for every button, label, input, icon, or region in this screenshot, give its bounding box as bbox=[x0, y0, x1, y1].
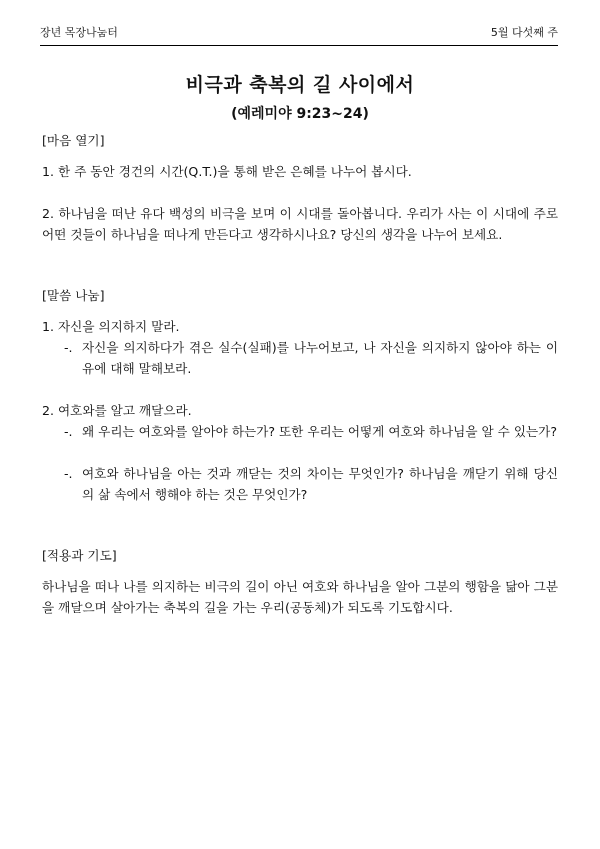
section-heading-open: [마음 열기] bbox=[42, 133, 105, 148]
scripture-reference: (예레미야 9:23~24) bbox=[231, 106, 369, 122]
page-header bbox=[40, 24, 558, 46]
header-right-label: 5월 다섯째 주 bbox=[490, 26, 558, 39]
word-question-2-sub-2 bbox=[42, 463, 558, 505]
open-question-2: 2. 하나님을 떠난 유다 백성의 비극을 보며 이 시대를 돌아봅니다. 우리가 사는 이 시대에 주로 어떤 것들이 하나님을 떠나게 만든다고 생각하시나요? 당신의 생각을 나누어 보세요. bbox=[42, 206, 558, 242]
title-block bbox=[0, 70, 600, 123]
word-question-2: 2. 여호와를 알고 깨달으라. bbox=[42, 403, 192, 418]
header-left-label: 장년 목장나눔터 bbox=[40, 26, 118, 39]
word-question-1-sub-text: 자신을 의지하다가 겪은 실수(실패)를 나누어보고, 나 자신을 의지하지 않아야 하는 이유에 대해 말해보라. bbox=[82, 340, 558, 376]
open-question-1: 1. 한 주 동안 경건의 시간(Q.T.)을 통해 받은 은혜를 나누어 봅시다. bbox=[42, 164, 412, 179]
dash-marker: -. bbox=[64, 340, 73, 355]
section-heading-word: [말씀 나눔] bbox=[42, 288, 105, 303]
apply-prayer-text: 하나님을 떠나 나를 의지하는 비극의 길이 아닌 여호와 하나님을 알아 그분의 행함을 닮아 그분을 깨달으며 살아가는 축복의 길을 가는 우리(공동체)가 되도록 기도합시다. bbox=[42, 579, 558, 615]
page-title: 비극과 축복의 길 사이에서 bbox=[185, 74, 415, 96]
dash-marker: -. bbox=[64, 424, 73, 439]
word-question-1-sub bbox=[42, 337, 558, 379]
word-question-1: 1. 자신을 의지하지 말라. bbox=[42, 319, 180, 334]
word-question-2-sub-1-text: 왜 우리는 여호와를 알아야 하는가? 또한 우리는 어떻게 여호와 하나님을 알 수 있는가? bbox=[82, 424, 558, 439]
document-body bbox=[42, 130, 558, 618]
section-heading-apply: [적용과 기도] bbox=[42, 548, 117, 563]
word-question-2-sub-1 bbox=[42, 421, 558, 442]
word-question-2-sub-2-text: 여호와 하나님을 아는 것과 깨닫는 것의 차이는 무엇인가? 하나님을 깨닫기 위해 당신의 삶 속에서 행해야 하는 것은 무엇인가? bbox=[82, 466, 558, 502]
dash-marker: -. bbox=[64, 466, 73, 481]
